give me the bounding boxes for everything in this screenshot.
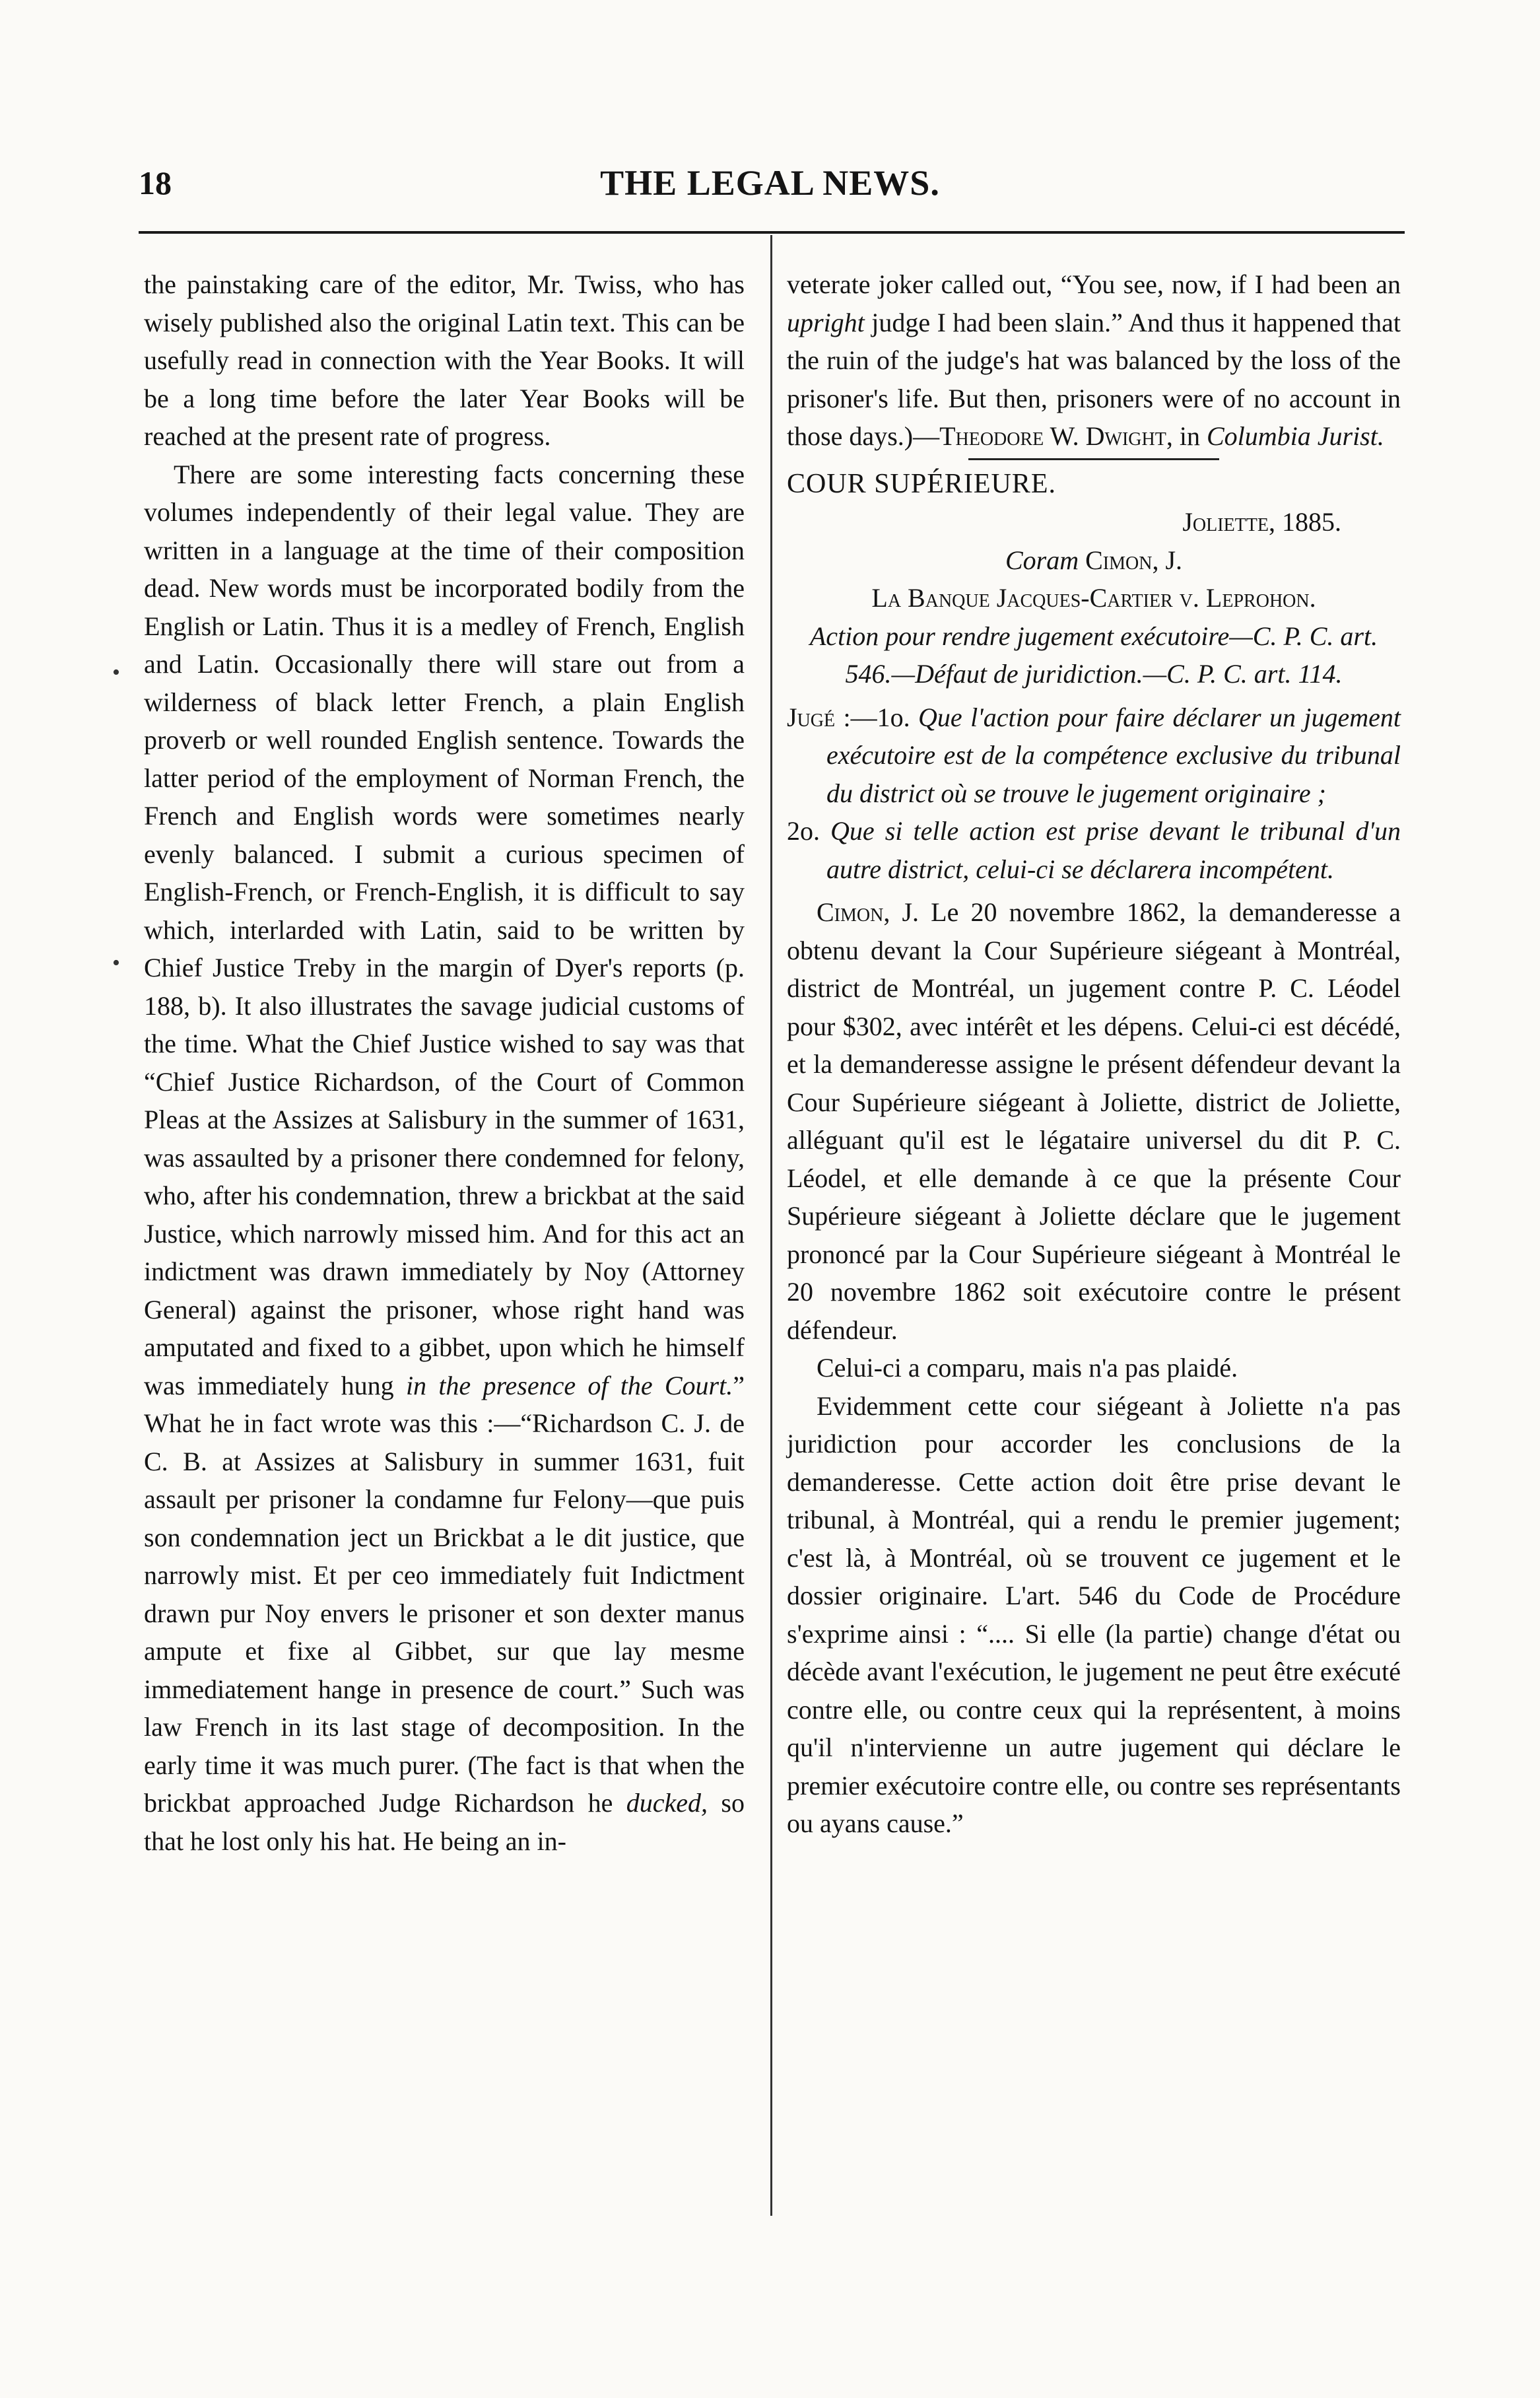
paragraph: the painstaking care of the editor, Mr. Twiss, who has wisely published also the original Latin text. This can be usefully read in connection with the Year Books. It will be a long time before the later Year Books will be reached at the present rate of progress. [144,269,745,451]
italic-text: ducked, [626,1788,708,1818]
section-rule [968,458,1219,460]
court-heading: COUR SUPÉRIEURE. [787,468,1057,499]
headnote: Action pour rendre jugement exécutoire—C. P. C. art. 546.—Défaut de juridiction.—C. P. C. art. 114. [809,621,1378,689]
italic-text: in the presence of the Court. [405,1370,733,1400]
header-rule [139,231,1405,234]
left-column [144,265,745,1860]
author-name: Theodore W. Dwight [939,421,1166,451]
right-column [787,265,1401,1843]
paragraph [144,456,745,1861]
text-run: veterate joker called out, “You see, now, if I had been an [787,269,1401,299]
source-title: Columbia Jurist. [1206,421,1384,451]
opinion-paragraph: Celui-ci a comparu, mais n'a pas plaidé. [817,1353,1238,1383]
holding-text: Que si telle action est prise devant le tribunal d'un autre district, celui-ci se déclarera incompétent. [826,816,1401,884]
italic-text: upright [787,307,865,337]
text-run: , in [1166,421,1207,451]
paragraph [787,265,1401,456]
text-run: ” What he in fact wrote was this :—“Richardson C. J. de C. B. at Assizes at Salisbury in summer 1631, fuit assault per prisoner la condamne fur Felony—que puis son condemnation ject un Brickbat a le dit justice, que narrowly mist. Et per ceo immediately fuit Indictment drawn pur Noy envers le prisoner et son dexter manus ampute et fixe al Gibbet, sur que lay mesme immediatement hange in presence de court.” Such was law French in its last stage of decomposition. In the early time it was much purer. (The fact is that when the brickbat approached Judge Richardson he [144,1370,745,1818]
holding-1 [787,699,1401,813]
margin-dot-mark: • [112,660,120,685]
margin-dot-mark: • [112,951,120,975]
text-run: judge I had been slain.” And thus it happened that the ruin of the judge's hat was balanced by the loss of the prisoner's life. But then, prisoners were of no account in those days.)— [787,307,1401,451]
column-divider [770,235,772,2216]
opinion-paragraph [787,893,1401,1349]
coram-label: Coram [1005,545,1079,575]
holding-number: 2o. [787,816,820,846]
text-run: Le 20 novembre 1862, la demanderesse a obtenu devant la Cour Supérieure siégeant à Montréal, district de Montréal, un jugement contre P. C. Léodel pour $302, avec intérêt et les dépens. Celui-ci est décédé, et la demanderesse assigne le présent défendeur devant la Cour Supérieure siégeant à Joliette, district de Joliette, alléguant qu'il est le légataire universel du dit P. C. Léodel, et elle demande à ce que la présente Cour Supérieure siégeant à Joliette déclare que le jugement prononcé par la Cour Supérieure siégeant à Montréal le 20 novembre 1862 soit exécutoire contre le présent défendeur. [787,897,1401,1345]
coram-line [787,541,1401,580]
holding-2 [787,812,1401,888]
coram-judge: Cimon, J. [1085,545,1183,575]
opinion-judge: Cimon, J. [817,897,920,927]
holding-text: Que l'action pour faire déclarer un jugement exécutoire est de la compétence exclusive du tribunal du district où se trouve le jugement originaire ; [826,702,1401,808]
case-name: La Banque Jacques-Cartier v. Leprohon. [871,583,1316,613]
opinion-paragraph: Evidemment cette cour siégeant à Joliette n'a pas juridiction pour accorder les conclusions de la demanderesse. Cette action doit être prise devant le tribunal, à Montréal, qui a rendu le premier jugement; c'est là, à Montréal, où se trouvent ce jugement et le dossier originaire. L'art. 546 du Code de Procédure s'exprime ainsi : “.... Si elle (la partie) change d'état ou décède avant l'exécution, le jugement ne peut être exécuté contre elle, ou contre ceux qui la représentent, à moins qu'il n'intervienne un autre jugement qui déclare le premier exécutoire contre elle, ou contre ses représentants ou ayans cause.” [787,1390,1401,1838]
text-run: There are some interesting facts concerning these volumes independently of their legal value. They are written in a language at the time of their composition dead. New words must be incorporated bodily from the English or Latin. Thus it is a medley of French, English and Latin. Occasionally there will stare out from a wilderness of black letter French, a plain English proverb or well rounded English sentence. Towards the latter period of the employment of Norman French, the French and English words were sometimes nearly evenly balanced. I submit a curious specimen of English-French, or French-English, it is difficult to say which, interlarded with Latin, said to be written by Chief Justice Treby in the margin of Dyer's reports (p. 188, b). It also illustrates the savage judicial customs of the time. What the Chief Justice wished to say was that “Chief Justice Richardson, of the Court of Common Pleas at the Assizes at Salisbury in the summer of 1631, was assaulted by a prisoner there condemned for felony, who, after his condemnation, threw a brickbat at the said Justice, which narrowly missed him. And for this act an indictment was drawn immediately by Noy (Attorney General) against the prisoner, whose right hand was amputated and fixed to a gibbet, upon which he himself was immediately hung [144,459,745,1400]
page-number: 18 [139,164,172,201]
juge-label: Jugé : [787,702,851,732]
holding-number: —1o. [850,702,910,732]
running-head: THE LEGAL NEWS. [600,163,940,203]
place-date: Joliette, 1885. [1182,507,1341,537]
text-run: so that he lost only his hat. He being an in- [144,1788,745,1856]
